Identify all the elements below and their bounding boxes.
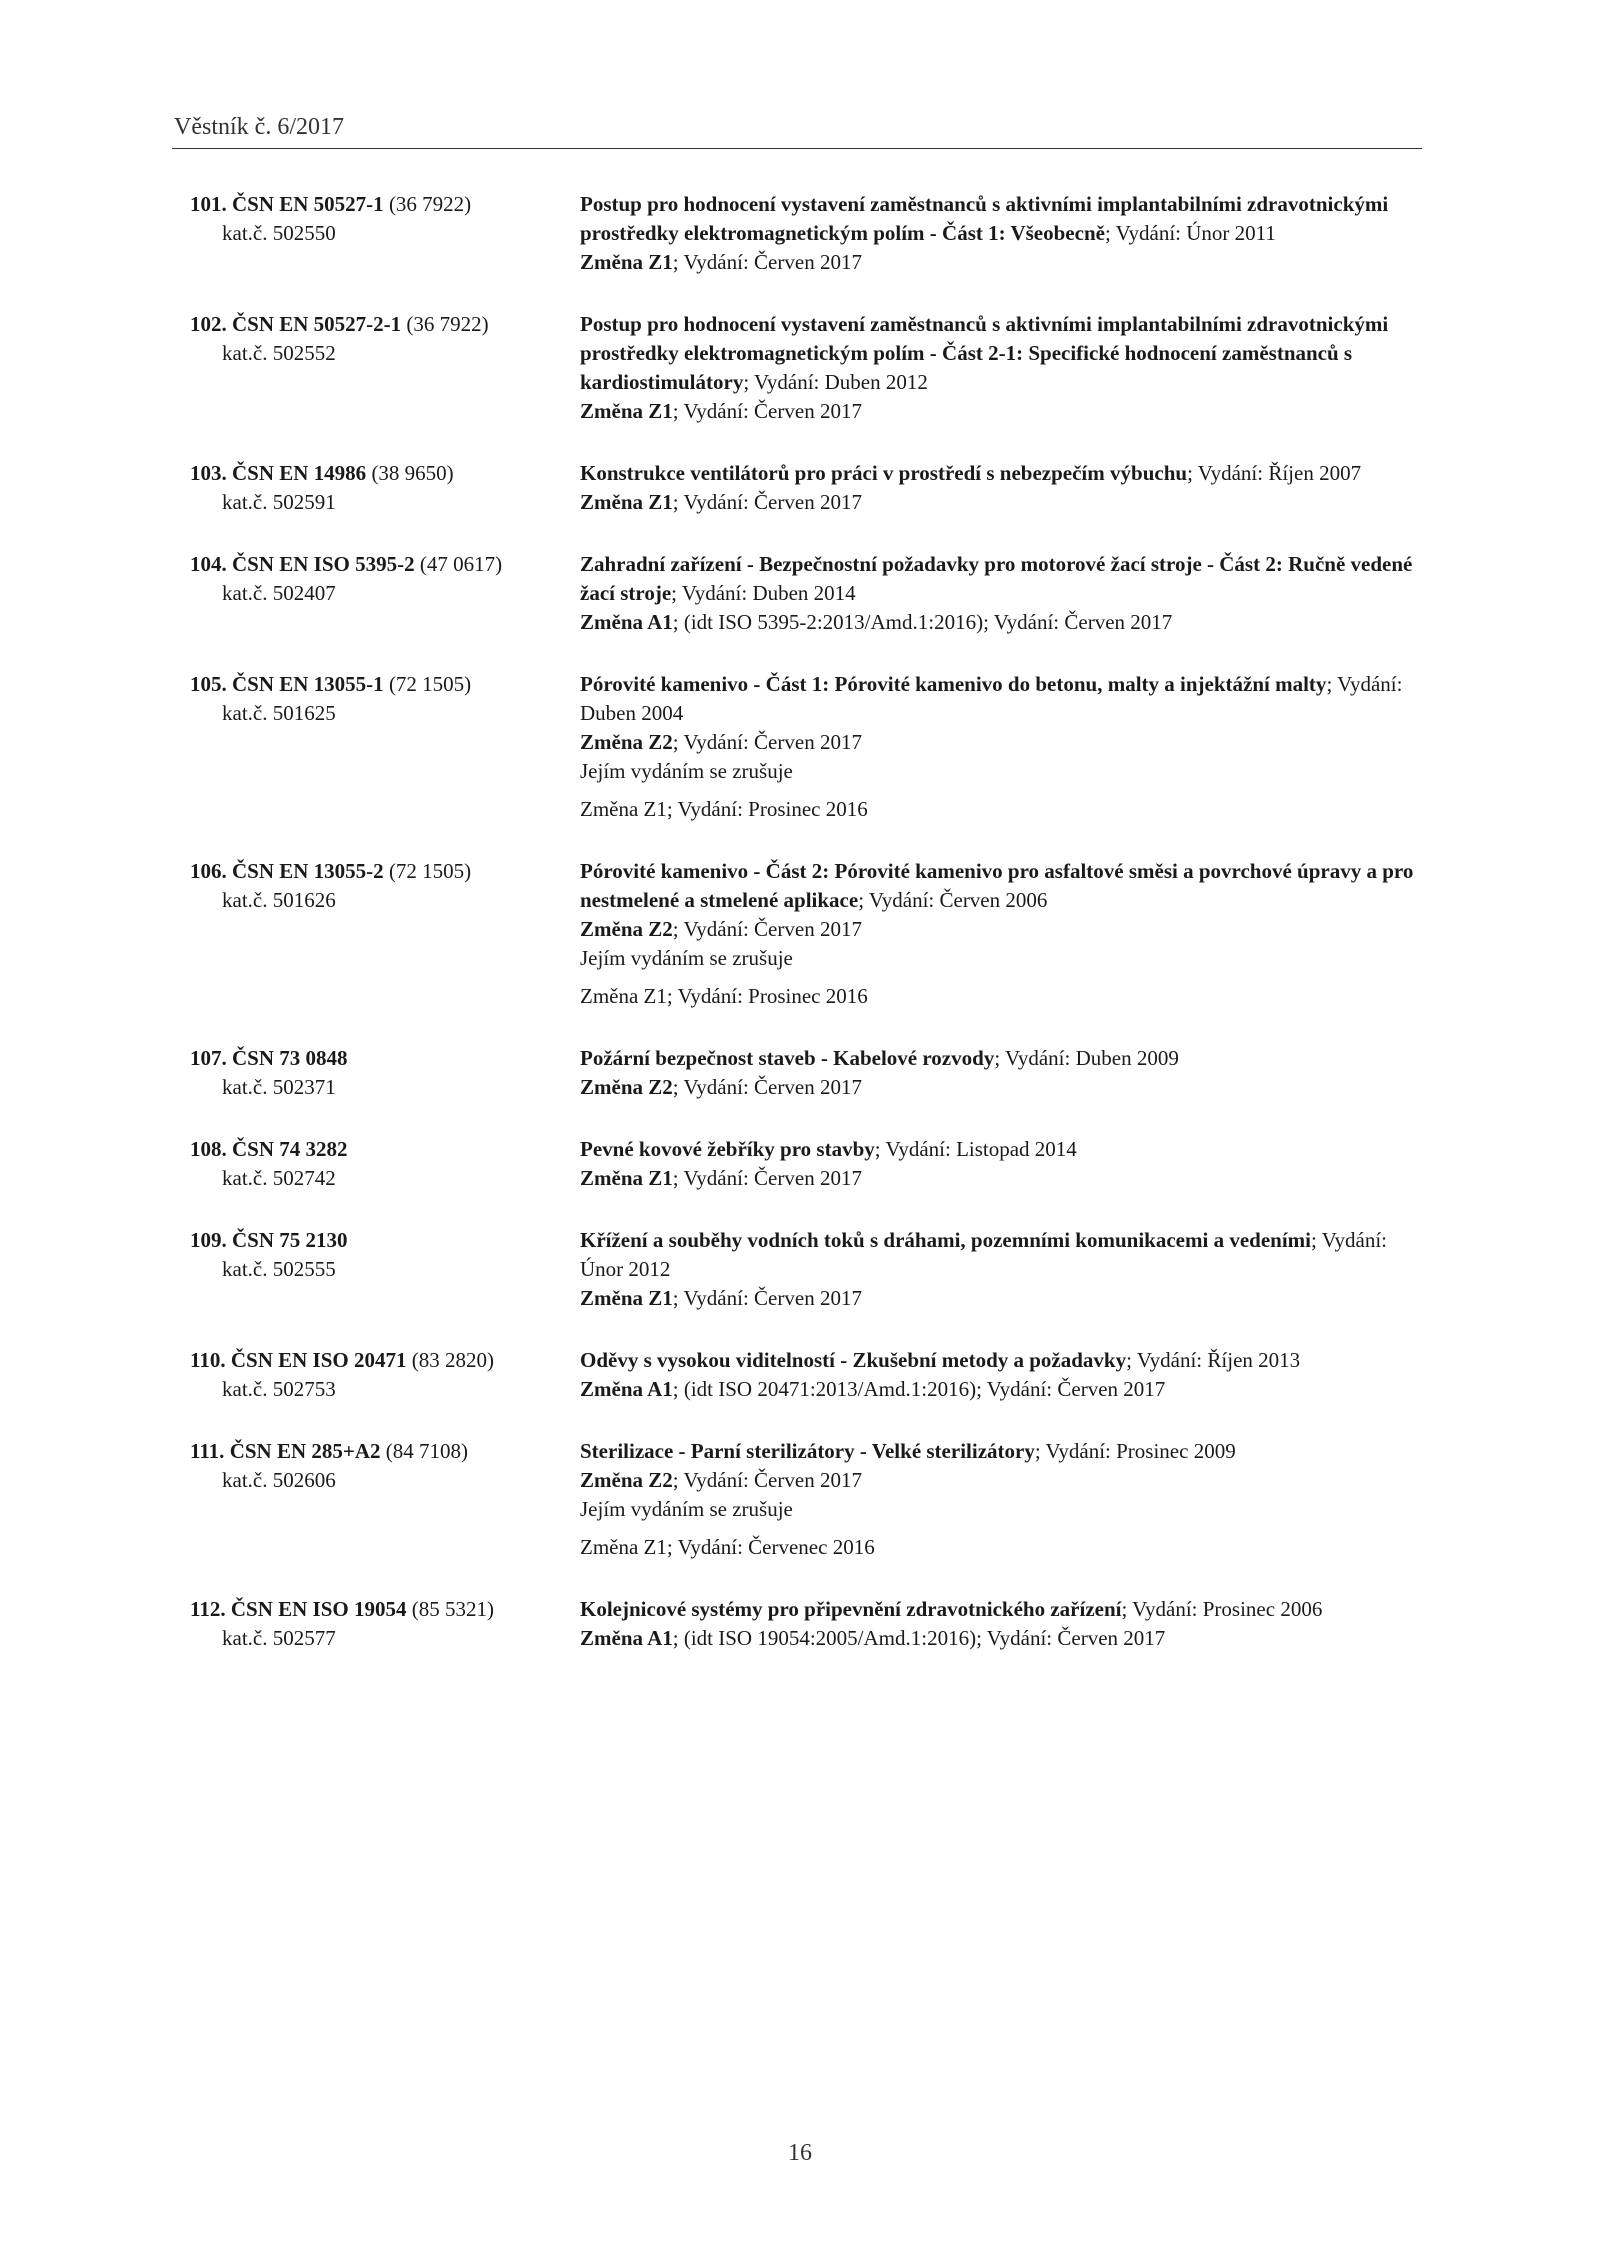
entry-description: [580, 670, 1420, 824]
catalog-number: kat.č. 501626: [222, 888, 336, 912]
entry-description: [580, 1226, 1420, 1313]
issue-info: ; Vydání: Duben 2014: [671, 581, 856, 605]
issue-info: ; Vydání: Duben 2004: [580, 672, 1403, 725]
entry-number: 109.: [190, 1228, 227, 1252]
change-detail: ; Vydání: Červen 2017: [672, 250, 862, 274]
standard-code: ČSN EN 13055-1: [232, 672, 384, 696]
entry-number: 104.: [190, 552, 227, 576]
entry-id: [190, 1226, 580, 1313]
change-label: Změna Z1: [580, 399, 673, 423]
issue-info: ; Vydání: Říjen 2007: [1187, 461, 1362, 485]
repeal-note: Jejím vydáním se zrušuje: [580, 1497, 793, 1521]
repeal-note: Jejím vydáním se zrušuje: [580, 759, 793, 783]
standards-list: [190, 190, 1420, 1653]
list-item: [190, 1346, 1420, 1404]
change-detail: ; Vydání: Červen 2017: [672, 1166, 862, 1190]
list-item: [190, 1437, 1420, 1562]
change-detail: ; Vydání: Červen 2017: [672, 1075, 862, 1099]
entry-id: [190, 310, 580, 426]
page-header: [172, 112, 1422, 149]
standard-title: Konstrukce ventilátorů pro práci v prostředí s nebezpečím výbuchu: [580, 461, 1188, 485]
change-label: Změna A1: [580, 610, 673, 634]
change-label: Změna Z2: [580, 730, 673, 754]
class-code: (84 7108): [385, 1439, 469, 1463]
entry-id: [190, 1135, 580, 1193]
standard-code: ČSN EN 14986: [232, 461, 367, 485]
standard-title: Kolejnicové systémy pro připevnění zdravotnického zařízení: [580, 1597, 1122, 1621]
issue-info: ; Vydání: Prosinec 2006: [1121, 1597, 1323, 1621]
issue-info: ; Vydání: Únor 2012: [580, 1228, 1388, 1281]
entry-id: [190, 190, 580, 277]
repealed-change: Změna Z1; Vydání: Prosinec 2016: [580, 984, 868, 1008]
catalog-number: kat.č. 502742: [222, 1166, 336, 1190]
change-label: Změna Z2: [580, 917, 673, 941]
entry-id: [190, 670, 580, 824]
issue-info: ; Vydání: Říjen 2013: [1126, 1348, 1301, 1372]
standard-code: ČSN 75 2130: [232, 1228, 348, 1252]
standard-code: ČSN EN 13055-2: [232, 859, 384, 883]
standard-code: ČSN EN ISO 19054: [230, 1597, 407, 1621]
change-detail: ; (idt ISO 20471:2013/Amd.1:2016); Vydání: Červen 2017: [672, 1377, 1166, 1401]
change-detail: ; Vydání: Červen 2017: [672, 490, 862, 514]
change-detail: ; Vydání: Červen 2017: [672, 1468, 862, 1492]
change-detail: ; Vydání: Červen 2017: [672, 399, 862, 423]
standard-title: Požární bezpečnost staveb - Kabelové rozvody: [580, 1046, 995, 1070]
standard-code: ČSN EN ISO 5395-2: [232, 552, 415, 576]
entry-number: 105.: [190, 672, 227, 696]
entry-description: [580, 459, 1420, 517]
catalog-number: kat.č. 502555: [222, 1257, 336, 1281]
change-detail: ; Vydání: Červen 2017: [672, 1286, 862, 1310]
journal-title: Věstník č. 6/2017: [174, 114, 344, 140]
list-item: [190, 1135, 1420, 1193]
entry-description: [580, 1437, 1420, 1562]
list-item: [190, 550, 1420, 637]
catalog-number: kat.č. 502591: [222, 490, 336, 514]
issue-info: ; Vydání: Prosinec 2009: [1034, 1439, 1236, 1463]
standard-code: ČSN 74 3282: [232, 1137, 348, 1161]
entry-id: [190, 857, 580, 1011]
issue-info: ; Vydání: Červen 2006: [858, 888, 1048, 912]
class-code: (72 1505): [388, 672, 472, 696]
entry-description: [580, 310, 1420, 426]
standard-code: ČSN 73 0848: [232, 1046, 348, 1070]
change-label: Změna Z1: [580, 250, 673, 274]
entry-number: 112.: [190, 1597, 226, 1621]
entry-description: [580, 1044, 1420, 1102]
issue-info: ; Vydání: Listopad 2014: [874, 1137, 1077, 1161]
class-code: (38 9650): [371, 461, 454, 485]
entry-description: [580, 1346, 1420, 1404]
entry-description: [580, 1595, 1420, 1653]
class-code: (36 7922): [406, 312, 489, 336]
standard-title: Oděvy s vysokou viditelností - Zkušební metody a požadavky: [580, 1348, 1127, 1372]
issue-info: ; Vydání: Duben 2012: [743, 370, 928, 394]
catalog-number: kat.č. 502407: [222, 581, 336, 605]
standard-title: Pórovité kamenivo - Část 1: Pórovité kamenivo do betonu, malty a injektážní malty: [580, 672, 1327, 696]
change-label: Změna Z1: [580, 1286, 673, 1310]
repeal-note: Jejím vydáním se zrušuje: [580, 946, 793, 970]
standard-title: Postup pro hodnocení vystavení zaměstnanců s aktivními implantabilními zdravotnickými prostředky elektromagnetickým polím - Část 1: Všeobecně: [580, 192, 1389, 245]
entry-id: [190, 459, 580, 517]
entry-id: [190, 1346, 580, 1404]
list-item: [190, 670, 1420, 824]
standard-title: Postup pro hodnocení vystavení zaměstnanců s aktivními implantabilními zdravotnickými prostředky elektromagnetickým polím - Část 2-1: Specifické hodnocení zaměstnanců s kardiostimulátory: [580, 312, 1389, 394]
standard-title: Zahradní zařízení - Bezpečnostní požadavky pro motorové žací stroje - Část 2: Ručně vedené žací stroje: [580, 552, 1413, 605]
change-detail: ; (idt ISO 5395-2:2013/Amd.1:2016); Vydání: Červen 2017: [672, 610, 1173, 634]
entry-number: 101.: [190, 192, 227, 216]
standard-code: ČSN EN 285+A2: [229, 1439, 381, 1463]
entry-description: [580, 857, 1420, 1011]
change-label: Změna Z1: [580, 1166, 673, 1190]
entry-description: [580, 550, 1420, 637]
class-code: (47 0617): [419, 552, 503, 576]
list-item: [190, 190, 1420, 277]
repealed-change: Změna Z1; Vydání: Prosinec 2016: [580, 797, 868, 821]
list-item: [190, 310, 1420, 426]
class-code: (72 1505): [388, 859, 472, 883]
standard-title: Sterilizace - Parní sterilizátory - Velké sterilizátory: [580, 1439, 1035, 1463]
list-item: [190, 857, 1420, 1011]
entry-number: 106.: [190, 859, 227, 883]
class-code: (83 2820): [411, 1348, 494, 1372]
catalog-number: kat.č. 502552: [222, 341, 336, 365]
standard-title: Křížení a souběhy vodních toků s dráhami, pozemními komunikacemi a vedeními: [580, 1228, 1311, 1252]
catalog-number: kat.č. 502577: [222, 1626, 336, 1650]
class-code: (36 7922): [388, 192, 472, 216]
change-detail: ; Vydání: Červen 2017: [672, 730, 862, 754]
class-code: (85 5321): [411, 1597, 494, 1621]
change-label: Změna Z1: [580, 490, 673, 514]
list-item: [190, 1044, 1420, 1102]
entry-number: 107.: [190, 1046, 227, 1070]
page-number: 16: [788, 2140, 812, 2166]
catalog-number: kat.č. 501625: [222, 701, 336, 725]
catalog-number: kat.č. 502550: [222, 221, 336, 245]
change-detail: ; Vydání: Červen 2017: [672, 917, 862, 941]
entry-number: 111.: [190, 1439, 225, 1463]
catalog-number: kat.č. 502753: [222, 1377, 336, 1401]
entry-description: [580, 190, 1420, 277]
change-label: Změna Z2: [580, 1075, 673, 1099]
catalog-number: kat.č. 502606: [222, 1468, 336, 1492]
entry-number: 110.: [190, 1348, 226, 1372]
standard-code: ČSN EN 50527-1: [232, 192, 384, 216]
list-item: [190, 1595, 1420, 1653]
entry-id: [190, 1044, 580, 1102]
list-item: [190, 1226, 1420, 1313]
entry-id: [190, 1595, 580, 1653]
catalog-number: kat.č. 502371: [222, 1075, 336, 1099]
standard-title: Pórovité kamenivo - Část 2: Pórovité kamenivo pro asfaltové směsi a povrchové úpravy a pro nestmelené a stmelené aplikace: [580, 859, 1414, 912]
issue-info: ; Vydání: Únor 2011: [1104, 221, 1276, 245]
change-label: Změna A1: [580, 1377, 673, 1401]
change-detail: ; (idt ISO 19054:2005/Amd.1:2016); Vydání: Červen 2017: [672, 1626, 1166, 1650]
standard-code: ČSN EN 50527-2-1: [232, 312, 402, 336]
list-item: [190, 459, 1420, 517]
entry-number: 108.: [190, 1137, 227, 1161]
entry-number: 103.: [190, 461, 227, 485]
change-label: Změna Z2: [580, 1468, 673, 1492]
entry-id: [190, 550, 580, 637]
change-label: Změna A1: [580, 1626, 673, 1650]
entry-number: 102.: [190, 312, 227, 336]
entry-id: [190, 1437, 580, 1562]
standard-title: Pevné kovové žebříky pro stavby: [580, 1137, 875, 1161]
issue-info: ; Vydání: Duben 2009: [994, 1046, 1179, 1070]
repealed-change: Změna Z1; Vydání: Červenec 2016: [580, 1535, 875, 1559]
standard-code: ČSN EN ISO 20471: [230, 1348, 407, 1372]
entry-description: [580, 1135, 1420, 1193]
